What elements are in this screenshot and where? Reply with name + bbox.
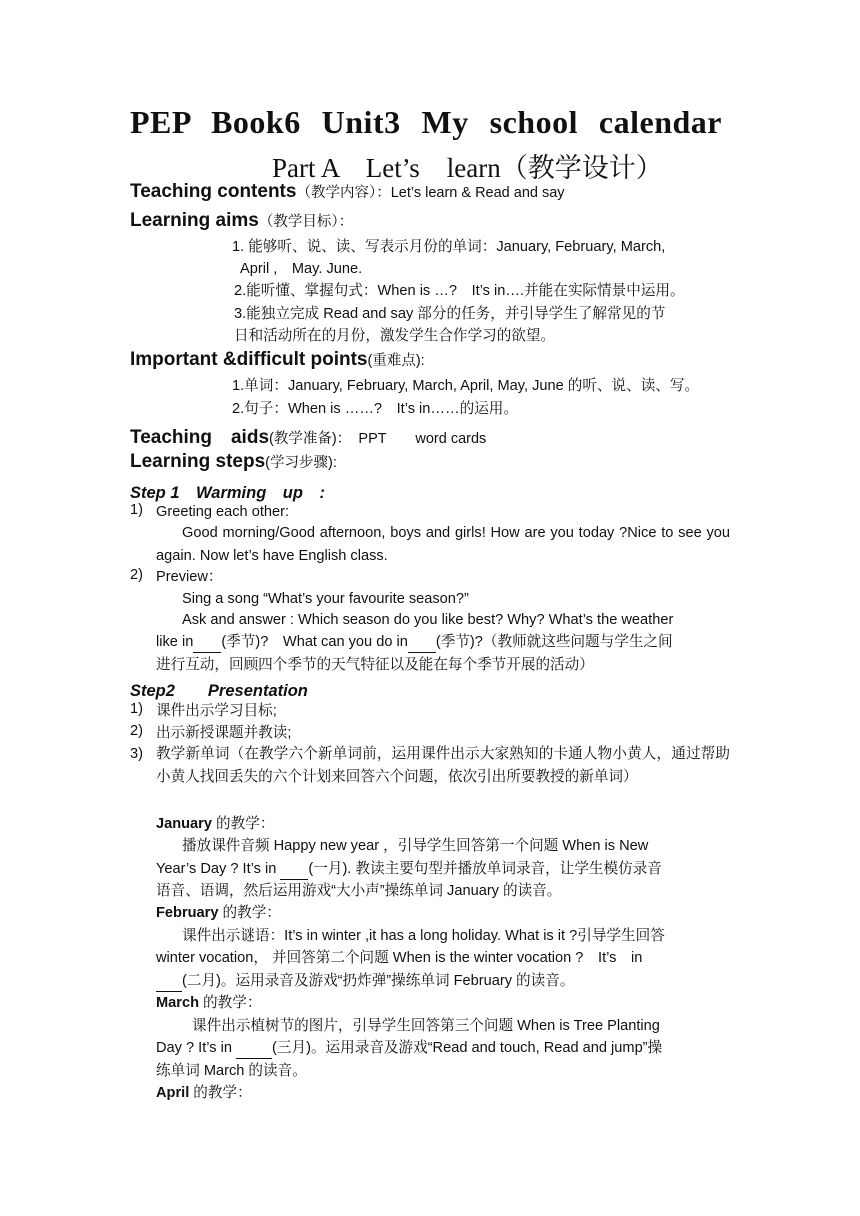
heading-label: Teaching aids [130, 427, 270, 448]
aim-1a: 1. 能够听、说、读、写表示月份的单词：January, February, March, [232, 239, 666, 255]
text-run: 的教学： [218, 905, 281, 921]
january-text-a: 播放课件音频 Happy new year ，引导学生回答第一个问题 When is New [182, 838, 649, 854]
point-2: 2.句子：When is ……? It’s in……的运用。 [232, 401, 518, 417]
aim-2: 2.能听懂、掌握句式：When is …? It’s in….并能在实际情景中运用。 [234, 283, 685, 299]
preview-song: Sing a song “What’s your favourite season?” [182, 591, 469, 607]
list-number: 3) [130, 746, 143, 762]
text-run: (季节)? What can you do in [221, 634, 408, 650]
march-text-c: 练单词 March 的读音。 [156, 1063, 307, 1079]
heading-label: Learning aims [130, 210, 259, 231]
greeting-text: Good morning/Good afternoon, boys and girls! How are you today ?Nice to see you again. Now let’s have English class. [156, 525, 730, 564]
march-text-a: 课件出示植树节的图片，引导学生回答第三个问题 When is Tree Planting [192, 1018, 660, 1034]
march-text-b [156, 1038, 662, 1059]
heading-label: Learning steps [130, 451, 266, 472]
heading-sub: （教学目标）： [258, 214, 354, 230]
document-title: PEP Book6 Unit3 My school calendar [130, 104, 722, 140]
point-1: 1.单词：January, February, March, April, May, June 的听、说、读、写。 [232, 378, 700, 394]
step2-item-2: 出示新授课题并教读; [156, 725, 292, 741]
fill-blank [236, 1038, 272, 1059]
step2-item-1: 课件出示学习目标; [156, 703, 277, 719]
aim-3a: 3.能独立完成 Read and say 部分的任务，并引导学生了解常见的节 [234, 306, 666, 322]
february-text-b: winter vocation， 并回答第二个问题 When is the winter vocation ? It’s in [156, 950, 643, 966]
fill-blank [193, 632, 221, 653]
word-label: February [156, 905, 219, 921]
text-run: Day ? It’s in [156, 1040, 237, 1056]
heading-sub: （教学内容）：Let’s learn & Read and say [296, 185, 565, 201]
text-run: (季节)?（教师就这些问题与学生之间 [435, 634, 673, 650]
learning-aims-heading [130, 210, 353, 232]
teaching-contents-heading [130, 181, 565, 203]
heading-sub: (重难点): [367, 353, 425, 369]
list-number: 2) [130, 723, 143, 739]
february-heading [156, 903, 281, 923]
step2-heading: Step2 Presentation [130, 682, 308, 700]
preview-label: Preview： [156, 569, 223, 585]
learning-steps-heading [130, 451, 337, 473]
document-subtitle: Part A Let’s learn（教学设计） [272, 153, 663, 183]
text-run: like in [156, 634, 194, 650]
text-run: 的教学： [189, 1085, 252, 1101]
greeting-label: Greeting each other: [156, 504, 290, 520]
january-heading [156, 814, 274, 834]
list-number: 1) [130, 502, 143, 518]
word-label: March [156, 995, 199, 1011]
preview-ask-c: 进行互动，回顾四个季节的天气特征以及能在每个季节开展的活动） [156, 657, 594, 673]
march-heading [156, 993, 261, 1013]
aim-3b: 日和活动所在的月份，激发学生合作学习的欲望。 [234, 328, 556, 344]
text-run: (三月)。运用录音及游戏“Read and touch, Read and jump”操 [272, 1040, 663, 1056]
text-run: (二月)。运用录音及游戏“扔炸弹”操练单词 February 的读音。 [182, 973, 575, 989]
text-run: 的教学： [198, 995, 262, 1011]
fill-blank [408, 632, 436, 653]
text-run: Year’s Day ? It’s in [156, 861, 281, 877]
january-text-b [156, 859, 662, 880]
text-run: 的教学： [211, 816, 275, 832]
january-text-c: 语音、语调，然后运用游戏“大小声”操练单词 January 的读音。 [156, 883, 562, 899]
word-label: April [156, 1085, 190, 1101]
april-heading [156, 1083, 252, 1103]
february-text-a: 课件出示谜语：It’s in winter ,it has a long holiday. What is it ?引导学生回答 [182, 928, 665, 944]
preview-ask-b [156, 632, 673, 653]
preview-ask-a: Ask and answer : Which season do you like best? Why? What’s the weather [182, 612, 674, 628]
heading-label: Teaching contents [130, 181, 297, 202]
february-text-c [156, 971, 574, 992]
text-run: (一月). 教读主要句型并播放单词录音，让学生模仿录音 [308, 861, 662, 877]
heading-label: Important &difficult points [130, 349, 368, 370]
important-points-heading [130, 349, 425, 371]
aim-1b: April , May. June. [240, 261, 363, 277]
teaching-aids-heading [130, 422, 486, 449]
heading-sub: (教学准备)： PPT word cards [269, 431, 487, 447]
fill-blank [156, 971, 182, 992]
step1-heading: Step 1 Warming up : [130, 484, 325, 502]
fill-blank [280, 859, 308, 880]
word-label: January [156, 816, 212, 832]
list-number: 1) [130, 701, 143, 717]
step2-item-3: 教学新单词（在教学六个新单词前，运用课件出示大家熟知的卡通人物小黄人，通过帮助小黄人找回丢失的六个计划来回答六个问题，依次引出所要教授的新单词） [156, 746, 730, 785]
list-number: 2) [130, 567, 143, 583]
heading-sub: (学习步骤): [265, 455, 337, 471]
